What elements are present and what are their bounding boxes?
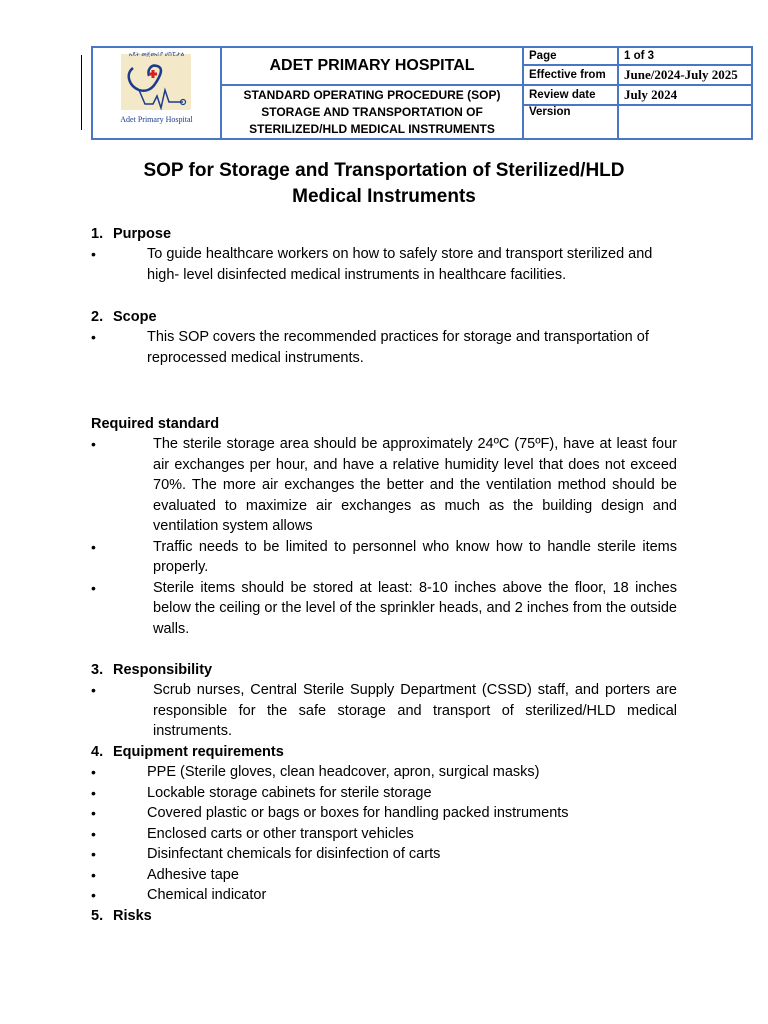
list-item-text: Adhesive tape — [147, 866, 239, 883]
list-item — [91, 824, 677, 845]
list-item — [91, 434, 677, 537]
review-value: July 2024 — [618, 85, 752, 105]
scope-list — [91, 327, 677, 368]
section-number: 4. — [91, 744, 104, 760]
section-heading — [91, 307, 677, 327]
bullet-icon: • — [91, 329, 96, 345]
section-number: 2. — [91, 309, 104, 325]
title-line: SOP for Storage and Transportation of Sterilized/HLD — [143, 160, 625, 181]
effective-label: Effective from — [523, 65, 618, 85]
list-item — [91, 578, 677, 640]
list-item-text: Scrub nurses, Central Sterile Supply Department (CSSD) staff, and porters are responsible for the safe storage and transport of sterilized/HLD medical instruments. — [153, 682, 677, 739]
required-standard-list — [91, 434, 677, 639]
bullet-icon: • — [91, 866, 96, 883]
hospital-logo — [92, 47, 221, 139]
list-item-text: Chemical indicator — [147, 887, 267, 903]
list-item-text: Disinfectant chemicals for disinfection of carts — [147, 846, 441, 862]
document-header-table — [91, 46, 753, 140]
hospital-name: ADET PRIMARY HOSPITAL — [221, 47, 523, 85]
list-item — [91, 885, 677, 906]
section-title: Purpose — [113, 226, 172, 242]
list-item-text: Sterile items should be stored at least: 8-10 inches above the floor, 18 inches below the ceiling or the level of the sprinkler heads, and 2 inches from the outside walls. — [153, 579, 677, 637]
list-item — [91, 244, 677, 285]
sop-title-line: STORAGE AND TRANSPORTATION OF — [261, 104, 483, 119]
section-heading — [91, 224, 677, 244]
section-purpose — [91, 224, 677, 285]
section-required-standard — [91, 414, 677, 639]
sop-title-line: STERILIZED/HLD MEDICAL INSTRUMENTS — [249, 121, 495, 136]
list-item-text: To guide healthcare workers on how to safely store and transport sterilized and high- level disinfected medical instruments in healthcare facilities. — [147, 246, 653, 283]
margin-bar — [81, 55, 82, 130]
section-heading — [91, 660, 677, 680]
bullet-icon: • — [91, 784, 96, 801]
effective-value: June/2024-July 2025 — [618, 65, 752, 85]
responsibility-list — [91, 680, 677, 742]
logo-caption: Adet Primary Hospital — [120, 115, 193, 124]
bullet-icon: • — [91, 846, 96, 862]
section-title: Equipment requirements — [113, 744, 284, 760]
document-title — [91, 158, 677, 210]
section-title: Required standard — [91, 416, 220, 432]
section-number: 5. — [91, 908, 104, 924]
bullet-icon: • — [91, 682, 96, 698]
list-item-text: Lockable storage cabinets for sterile storage — [147, 784, 432, 801]
list-item-text: Enclosed carts or other transport vehicles — [147, 825, 414, 842]
section-title: Risks — [113, 908, 152, 924]
bullet-icon: • — [91, 538, 96, 555]
list-item — [91, 783, 677, 804]
heart-stethoscope-icon — [123, 60, 189, 112]
section-number: 3. — [91, 662, 104, 678]
page-value: 1 of 3 — [618, 47, 752, 65]
sop-title — [221, 85, 523, 139]
section-heading — [91, 906, 677, 926]
section-heading — [91, 742, 677, 762]
bullet-icon: • — [91, 246, 96, 262]
sop-title-line: STANDARD OPERATING PROCEDURE (SOP) — [243, 87, 501, 102]
list-item — [91, 680, 677, 742]
purpose-list — [91, 244, 677, 285]
bullet-icon: • — [91, 805, 96, 821]
title-line: Medical Instruments — [292, 186, 476, 207]
section-title: Scope — [113, 309, 157, 325]
equipment-list — [91, 762, 677, 906]
bullet-icon: • — [91, 436, 96, 452]
version-value — [618, 105, 752, 139]
section-equipment — [91, 742, 677, 906]
section-responsibility — [91, 660, 677, 742]
section-scope — [91, 307, 677, 368]
bullet-icon: • — [91, 887, 96, 903]
list-item — [91, 844, 677, 865]
review-label: Review date — [523, 85, 618, 105]
bullet-icon: • — [91, 579, 96, 596]
list-item — [91, 537, 677, 578]
list-item-text: The sterile storage area should be approximately 24ºC (75ºF), have at least four air exchanges per hour, and have a relative humidity level that does not exceed 70%. The more air exchanges the better and the ventilation method should be evaluated to maximize air exchanges as much as the building design and ventilation system allows — [153, 436, 677, 534]
bullet-icon: • — [91, 764, 96, 780]
page-label: Page — [523, 47, 618, 65]
version-label: Version — [523, 105, 618, 139]
list-item — [91, 327, 677, 368]
section-risks — [91, 906, 677, 926]
logo-amharic-text: አዴት መጀመሪያ ሆስፒታል — [128, 52, 185, 58]
list-item-text: This SOP covers the recommended practices for storage and transportation of reprocessed medical instruments. — [147, 329, 649, 366]
list-item-text: Covered plastic or bags or boxes for handling packed instruments — [147, 805, 569, 821]
list-item — [91, 762, 677, 783]
list-item — [91, 865, 677, 886]
bullet-icon: • — [91, 825, 96, 842]
section-number: 1. — [91, 226, 104, 242]
list-item-text: Traffic needs to be limited to personnel who know how to handle sterile items properly. — [153, 538, 677, 575]
section-title: Responsibility — [113, 662, 213, 678]
list-item-text: PPE (Sterile gloves, clean headcover, apron, surgical masks) — [147, 764, 540, 780]
list-item — [91, 803, 677, 824]
